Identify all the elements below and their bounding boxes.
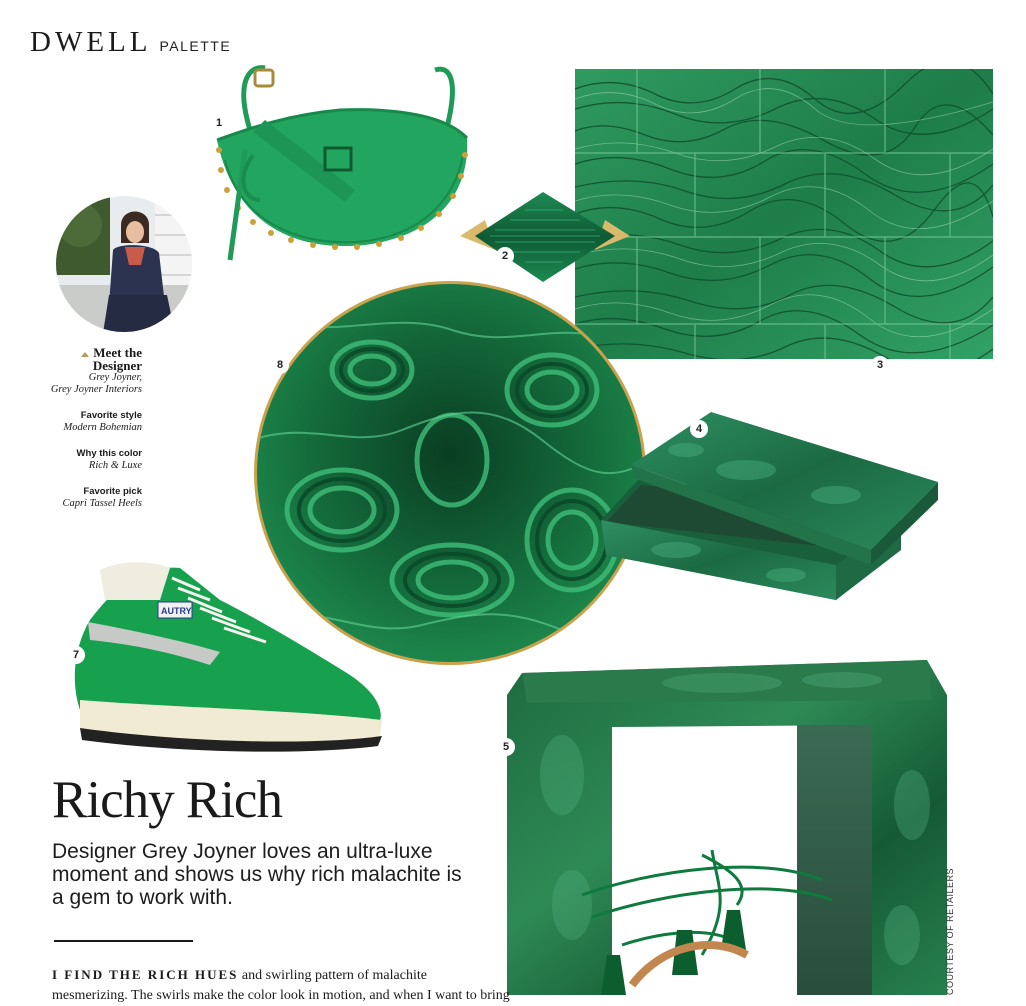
photo-credit [945,867,959,995]
section-name: PALETTE [159,38,232,54]
divider-rule [54,940,193,942]
article-body [52,965,522,1006]
malachite-cuff-image [455,190,635,285]
sneaker-brand-label: AUTRY [161,606,192,616]
favorite-pick-value: Capri Tassel Heels [62,498,142,509]
item-number-1: 1 [210,114,228,132]
malachite-box-image [596,410,940,605]
triangle-marker-icon [81,352,89,357]
masthead [30,26,231,59]
body-line-2: mesmerizing. The swirls make the color look in motion, and when I want to bring [52,988,510,1003]
why-color-value: Rich & Luxe [88,460,142,471]
item-number-3: 3 [871,356,889,374]
favorite-style-label: Favorite style [80,410,142,421]
body-line-1: and swirling pattern of malachite [241,968,427,983]
sidebar-heading-line2: Designer [92,358,142,373]
favorite-pick-label: Favorite pick [83,486,142,497]
green-sneaker-image [60,560,390,752]
photo-credit-text: COURTESY OF RETAILERS [945,867,955,995]
designer-name: Grey Joyner, [88,372,142,383]
favorite-style-value: Modern Bohemian [63,422,142,433]
article-headline: Richy Rich [52,771,282,829]
item-number-5: 5 [497,738,515,756]
designer-company: Grey Joyner Interiors [50,384,142,395]
why-color-label: Why this color [76,448,142,459]
designer-sidebar [30,346,142,510]
brand-logo: DWELL [30,26,152,58]
item-number-2: 2 [496,247,514,265]
sidebar-heading: Meet the [30,346,142,359]
article-dek: Designer Grey Joyner loves an ultra-luxe moment and shows us why rich malachite is a gem to work with. [52,840,462,909]
designer-portrait [55,195,193,333]
malachite-side-table-image [502,655,948,995]
item-number-7: 7 [67,646,85,664]
item-number-4: 4 [690,420,708,438]
green-handbag-image [205,60,475,265]
body-lead-in: I FIND THE RICH HUES [52,967,239,982]
item-number-8: 8 [271,356,289,374]
